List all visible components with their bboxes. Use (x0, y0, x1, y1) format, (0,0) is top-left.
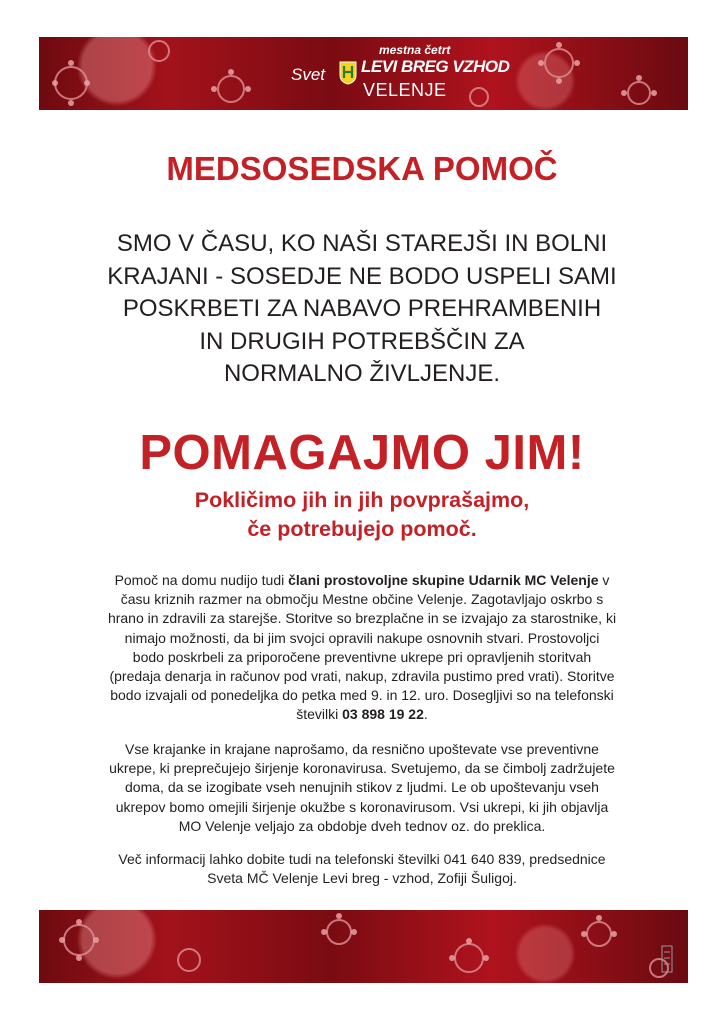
text-segment: Pomoč na domu nudijo tudi (114, 572, 289, 588)
paragraph-line: Sveta MČ Velenje Levi breg - vzhod, Zofiji Šuligoj. (207, 870, 517, 887)
lead-line: SMO V ČASU, KO NAŠI STAREJŠI IN BOLNI (116, 230, 608, 257)
paragraph-line: hrano in zdravili za starejše. Storitve so brezplačne in se izvajajo za starostnike, ki (107, 610, 617, 627)
footer-banner (39, 910, 688, 983)
text-segment: . (423, 706, 428, 723)
paragraph-line: Vse krajanke in krajane naprošamo, da resnično upoštevate vse preventivne (125, 741, 599, 757)
lead-line: IN DRUGIH POTREBŠČIN ZA (199, 327, 525, 355)
logo-town: VELENJE (363, 80, 447, 100)
paragraph-line: bodo poskrbeli za priporočene preventivne ukrepe pri opravljenih storitvah (132, 648, 592, 665)
lead-line: KRAJANI - SOSEDJE NE BODO USPELI SAMI (107, 262, 617, 290)
phone-number: 03 898 19 22 (342, 706, 424, 723)
volunteer-paragraph (50, 571, 674, 725)
lead-line: NORMALNO ŽIVLJENJE. (223, 360, 501, 387)
subheadline-line: če potrebujejo pomoč. (247, 517, 477, 541)
volunteer-group-name: člani prostovoljne skupine Udarnik MC Velenje (288, 572, 599, 588)
subheadline (0, 486, 724, 544)
lead-line: POSKRBETI ZA NABAVO PREHRAMBENIH (122, 295, 602, 322)
logo-svet: Svet (291, 65, 326, 84)
coronavirus-pattern-icon (39, 910, 688, 983)
prevention-paragraph (50, 740, 674, 836)
velenje-crest-icon (339, 61, 357, 85)
paragraph-line: bodo izvajali od ponedeljka do petka med 9. in 12. uro. Dosegljivi so na telefonski (110, 687, 614, 704)
paragraph-line: MO Velenje veljajo za obdobje dveh tednov oz. do preklica. (178, 817, 546, 834)
logo-name: LEVI BREG VZHOD (361, 57, 510, 76)
logo-small-text: mestna četrt (379, 43, 451, 57)
page-title: MEDSOSEDSKA POMOČ (166, 150, 558, 187)
paragraph-line: Več informacij lahko dobite tudi na telefonski številki 041 640 839, predsednice (118, 851, 606, 867)
text-segment: številki (296, 706, 343, 723)
headline: POMAGAJMO JIM! (139, 426, 585, 480)
paragraph-line (50, 571, 674, 590)
designer-mark-icon (660, 944, 674, 974)
contact-paragraph (50, 850, 674, 888)
header-banner (39, 37, 688, 110)
lead-text (40, 228, 684, 391)
subheadline-line: Pokličimo jih in jih povprašajmo, (194, 488, 530, 512)
district-logo (287, 41, 527, 107)
paragraph-line: doma, da se izogibate vseh nenujnih stikov z ljudmi. Le ob upoštevanju vseh (125, 779, 599, 796)
paragraph-line: času kriznih razmer na območju Mestne občine Velenje. Zagotavljajo oskrbo s (120, 591, 604, 608)
paragraph-line: nimajo možnosti, da bi jim svojci opravili nakupe osnovnih stvari. Prostovoljci (124, 629, 600, 646)
text-segment: v (598, 572, 610, 588)
paragraph-line: (predaja denarja in računov pod vrati, nakup, zdravila pustimo pred vrati). Storitve (109, 668, 615, 685)
paragraph-line (50, 705, 674, 724)
paragraph-line: ukrepe, ki preprečujejo širjenje koronavirusa. Svetujemo, da se čimbolj zadržujete (109, 760, 615, 777)
paragraph-line: ukrepov bomo omejili širjenje okužbe s koronavirusom. Vsi ukrepi, ki jih objavlja (115, 798, 609, 815)
